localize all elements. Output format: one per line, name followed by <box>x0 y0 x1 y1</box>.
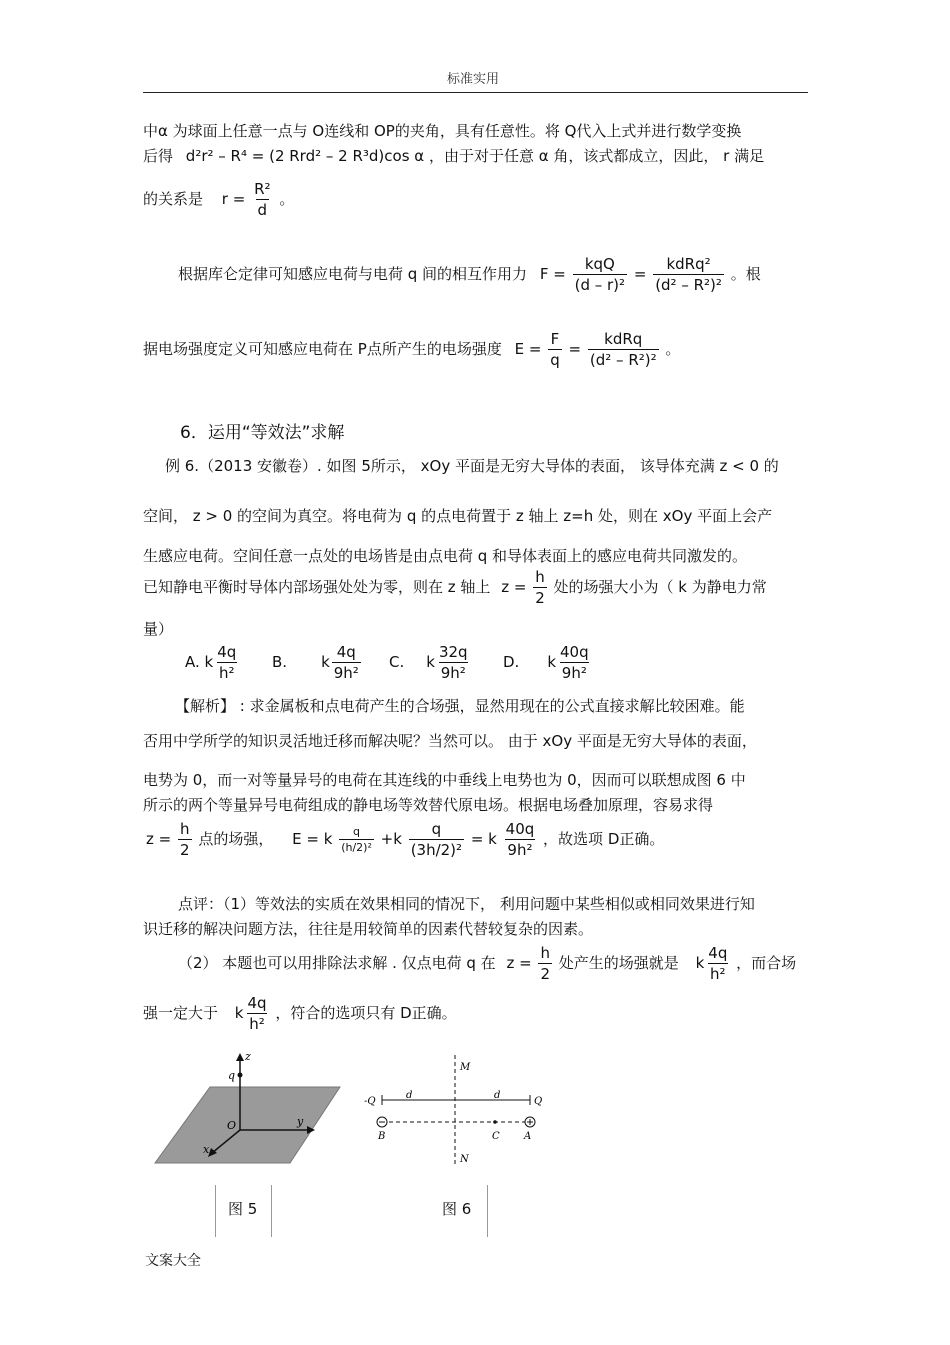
table-divider <box>215 1185 216 1237</box>
option-c: C. k $\frac{32q}{\text{9h²}}$ <box>389 643 468 682</box>
conductor-plane <box>155 1087 340 1163</box>
table-divider <box>487 1185 488 1237</box>
label-b: B <box>378 1131 386 1142</box>
header-rule <box>143 92 808 93</box>
point-charge-q <box>238 1073 243 1078</box>
fraction-r: $\frac{\text{R²}}{d}$ <box>254 180 271 219</box>
comment-line3: （2） 本题也可以用排除法求解 . 仅点电荷 q 在 z = $\frac{h}{2}$ 处产生的场强就是 k $\frac{4q}{\text{h²}}$ ，而合场 <box>178 944 797 983</box>
label-d-left: d <box>406 1090 413 1101</box>
z-arrow-icon <box>236 1053 244 1061</box>
comment-line4: 强一定大于 k $\frac{4q}{\text{h²}}$ ，符合的选项只有 D正确。 <box>143 994 457 1033</box>
para1-line1: 中α 为球面上任意一点与 O连线和 OP的夹角，具有任意性。将 Q代入上式并进行数学变换 <box>143 122 742 140</box>
option-a: A. k $\frac{4q}{\text{h²}}$ <box>185 643 237 682</box>
para1-line2: 后得 d²r² – R⁴ = (2 Rrd² – 2 R³d)cos α ，由于对于任意 α 角，该式都成立，因此， r 满足 <box>143 147 765 165</box>
equation: d²r² – R⁴ = (2 Rrd² – 2 R³d)cos α <box>185 147 425 165</box>
label-x: x <box>203 1143 210 1156</box>
label-m: M <box>460 1062 471 1073</box>
label-a: A <box>524 1131 532 1142</box>
label-y: y <box>297 1115 304 1128</box>
option-b: B. k $\frac{4q}{\text{9h²}}$ <box>272 643 359 682</box>
label-c: C <box>492 1131 500 1142</box>
comment-line1: 点评：（1）等效法的实质在效果相同的情况下， 利用问题中某些相似或相同效果进行知 <box>178 895 755 913</box>
point-c <box>493 1120 497 1124</box>
option-d: D. k $\frac{40q}{\text{9h²}}$ <box>503 643 589 682</box>
label-d-right: d <box>494 1090 501 1101</box>
figure-5-caption: 图 5 <box>228 1200 258 1218</box>
table-divider <box>271 1185 272 1237</box>
analysis-line2: 否用中学所学的知识灵活地迁移而解决呢？当然可以。 由于 xOy 平面是无穷大导体的表面， <box>143 732 757 750</box>
example-line5: 量） <box>143 620 174 638</box>
label-plus-q: Q <box>534 1096 543 1107</box>
example-line1: 例 6.（2013 安徽卷）. 如图 5所示， xOy 平面是无穷大导体的表面， 该导体充满 z < 0 的 <box>165 457 779 475</box>
example-line4: 已知静电平衡时导体内部场强处处为零，则在 z 轴上 z = $\frac{h}{2}$ 处的场强大小为（ k 为静电力常 <box>143 568 767 607</box>
analysis-line4: 所示的两个等量异号电荷组成的静电场等效替代原电场。根据电场叠加原理，容易求得 <box>143 796 714 814</box>
example-line3: 生感应电荷。空间任意一点处的电场皆是由点电荷 q 和导体表面上的感应电荷共同激发的。 <box>143 547 748 565</box>
fraction-e2: $\frac{\text{kdRq}}{\text{(d² – R²)²}}$ <box>589 330 657 369</box>
fraction-e1: $\frac{F}{q}$ <box>550 330 560 369</box>
figure-5 <box>150 1045 350 1175</box>
example-line2: 空间， z > 0 的空间为真空。将电荷为 q 的点电荷置于 z 轴上 z=h 处，则在 xOy 平面上会产 <box>143 507 773 525</box>
fraction-f1: $\frac{\text{kqQ}}{\text{(d – r)²}}$ <box>574 255 626 294</box>
para3-line: 据电场强度定义可知感应电荷在 P点所产生的电场强度 E = $\frac{F}{q}$ = $\frac{\text{kdRq}}{\text{(d² – R²)²}}$ 。 <box>143 330 681 369</box>
comment-line2: 识迁移的解决问题方法，往往是用较简单的因素代替较复杂的因素。 <box>143 920 594 938</box>
para1-line3: 的关系是 r = $\frac{\text{R²}}{d}$ 。 <box>143 180 295 219</box>
analysis-equation: z = $\frac{h}{2}$ 点的场强， E = k $\frac{q}{\text{(h/2)²}}$ +k $\frac{q}{\text{(3h/2)²}}$ = k $\frac{40q}{\text{9h²}}$ ，故选项 D正确。 <box>146 820 665 859</box>
figure-6 <box>362 1050 552 1170</box>
figure-6-caption: 图 6 <box>442 1200 472 1218</box>
page-footer: 文案大全 <box>145 1253 201 1269</box>
label-z: z <box>245 1050 251 1063</box>
para2-line: 根据库仑定律可知感应电荷与电荷 q 间的相互作用力 F = $\frac{\text{kqQ}}{\text{(d – r)²}}$ = $\frac{\text{kdRq²}}{\text{(d² – R²)²}}$ 。根 <box>178 255 761 294</box>
label-n: N <box>460 1154 469 1165</box>
label-q: q <box>228 1069 236 1082</box>
page-header: 标准实用 <box>447 72 500 87</box>
analysis-line1: 【解析】 : 求金属板和点电荷产生的合场强，显然用现在的公式直接求解比较困难。能 <box>175 697 745 715</box>
label-o: O <box>227 1119 237 1132</box>
label-minus-q: -Q <box>364 1096 376 1107</box>
analysis-line3: 电势为 0，而一对等量异号的电荷在其连线的中垂线上电势也为 0，因而可以联想成图 6 中 <box>143 771 746 789</box>
section-title: 6．运用“等效法”求解 <box>180 423 345 443</box>
fraction-f2: $\frac{\text{kdRq²}}{\text{(d² – R²)²}}$ <box>655 255 722 294</box>
